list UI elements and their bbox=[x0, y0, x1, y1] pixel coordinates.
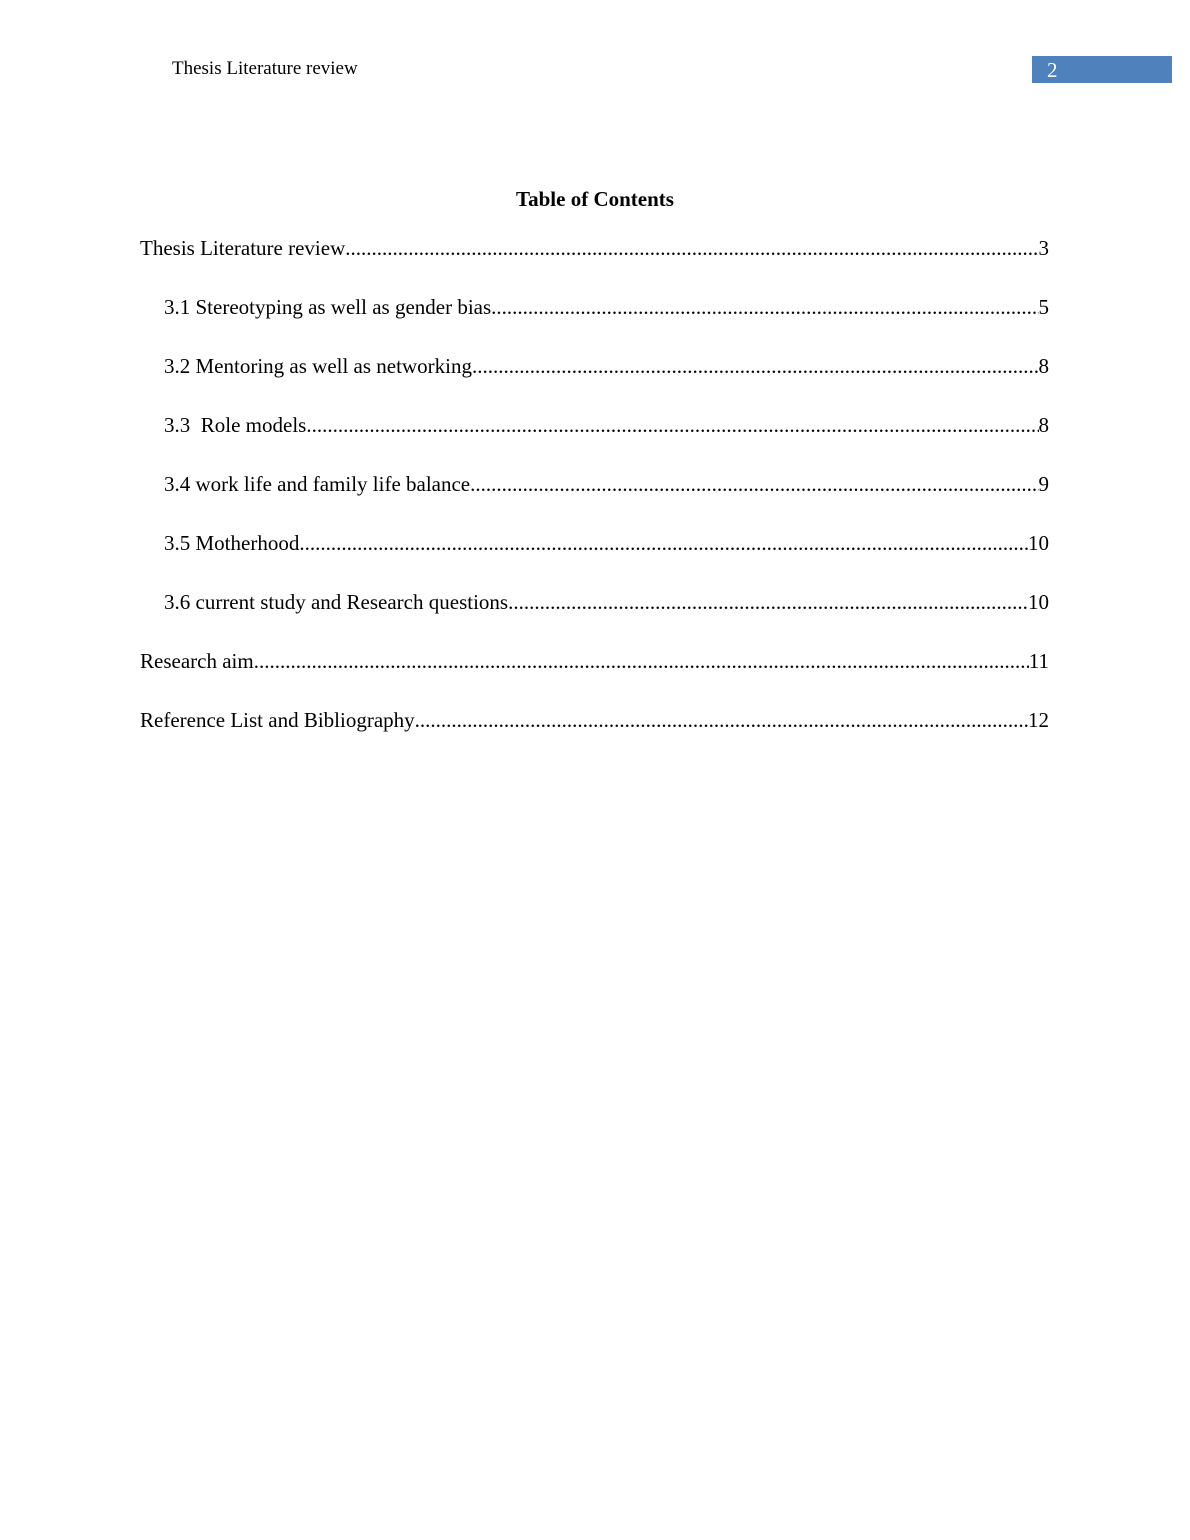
toc-entry-page: 5 bbox=[1038, 295, 1049, 319]
toc-entry-label: 3.1 Stereotyping as well as gender bias bbox=[164, 295, 492, 319]
toc-entry-current-study[interactable] bbox=[140, 587, 1049, 646]
toc-entry-motherhood[interactable] bbox=[140, 528, 1049, 587]
table-of-contents bbox=[140, 233, 1049, 764]
toc-heading: Table of Contents bbox=[516, 187, 674, 211]
page-number: 2 bbox=[1047, 58, 1058, 82]
toc-dot-leader bbox=[254, 646, 1029, 676]
toc-entry-thesis-literature-review[interactable] bbox=[140, 233, 1049, 292]
toc-dot-leader bbox=[472, 351, 1039, 381]
toc-entry-work-life-balance[interactable] bbox=[140, 469, 1049, 528]
toc-dot-leader bbox=[345, 233, 1038, 263]
toc-entry-label: Research aim bbox=[140, 649, 254, 673]
toc-entry-stereotyping[interactable] bbox=[140, 292, 1049, 351]
toc-dot-leader bbox=[299, 528, 1028, 558]
toc-entry-label: 3.4 work life and family life balance bbox=[164, 472, 471, 496]
toc-entry-label: 3.3 Role models bbox=[164, 413, 307, 437]
toc-dot-leader bbox=[508, 587, 1028, 617]
toc-dot-leader bbox=[491, 292, 1038, 322]
toc-entry-role-models[interactable] bbox=[140, 410, 1049, 469]
toc-entry-page: 9 bbox=[1038, 472, 1049, 496]
toc-entry-label: 3.5 Motherhood bbox=[164, 531, 300, 555]
toc-entry-page: 10 bbox=[1028, 590, 1049, 614]
toc-entry-page: 8 bbox=[1038, 413, 1049, 437]
toc-entry-mentoring[interactable] bbox=[140, 351, 1049, 410]
toc-dot-leader bbox=[470, 469, 1038, 499]
toc-entry-page: 3 bbox=[1038, 236, 1049, 260]
toc-dot-leader bbox=[415, 705, 1028, 735]
toc-entry-label: 3.6 current study and Research questions bbox=[164, 590, 509, 614]
running-header-title: Thesis Literature review bbox=[172, 58, 358, 79]
toc-entry-label: Reference List and Bibliography bbox=[140, 708, 415, 732]
toc-dot-leader bbox=[306, 410, 1038, 440]
toc-entry-label: 3.2 Mentoring as well as networking bbox=[164, 354, 472, 378]
toc-entry-label: Thesis Literature review bbox=[140, 236, 346, 260]
page-number-badge bbox=[1032, 56, 1172, 83]
toc-entry-page: 10 bbox=[1028, 531, 1049, 555]
toc-entry-research-aim[interactable] bbox=[140, 646, 1049, 705]
toc-entry-page: 12 bbox=[1028, 708, 1049, 732]
toc-entry-page: 8 bbox=[1038, 354, 1049, 378]
toc-entry-page: 11 bbox=[1028, 649, 1049, 673]
toc-entry-reference-list[interactable] bbox=[140, 705, 1049, 764]
